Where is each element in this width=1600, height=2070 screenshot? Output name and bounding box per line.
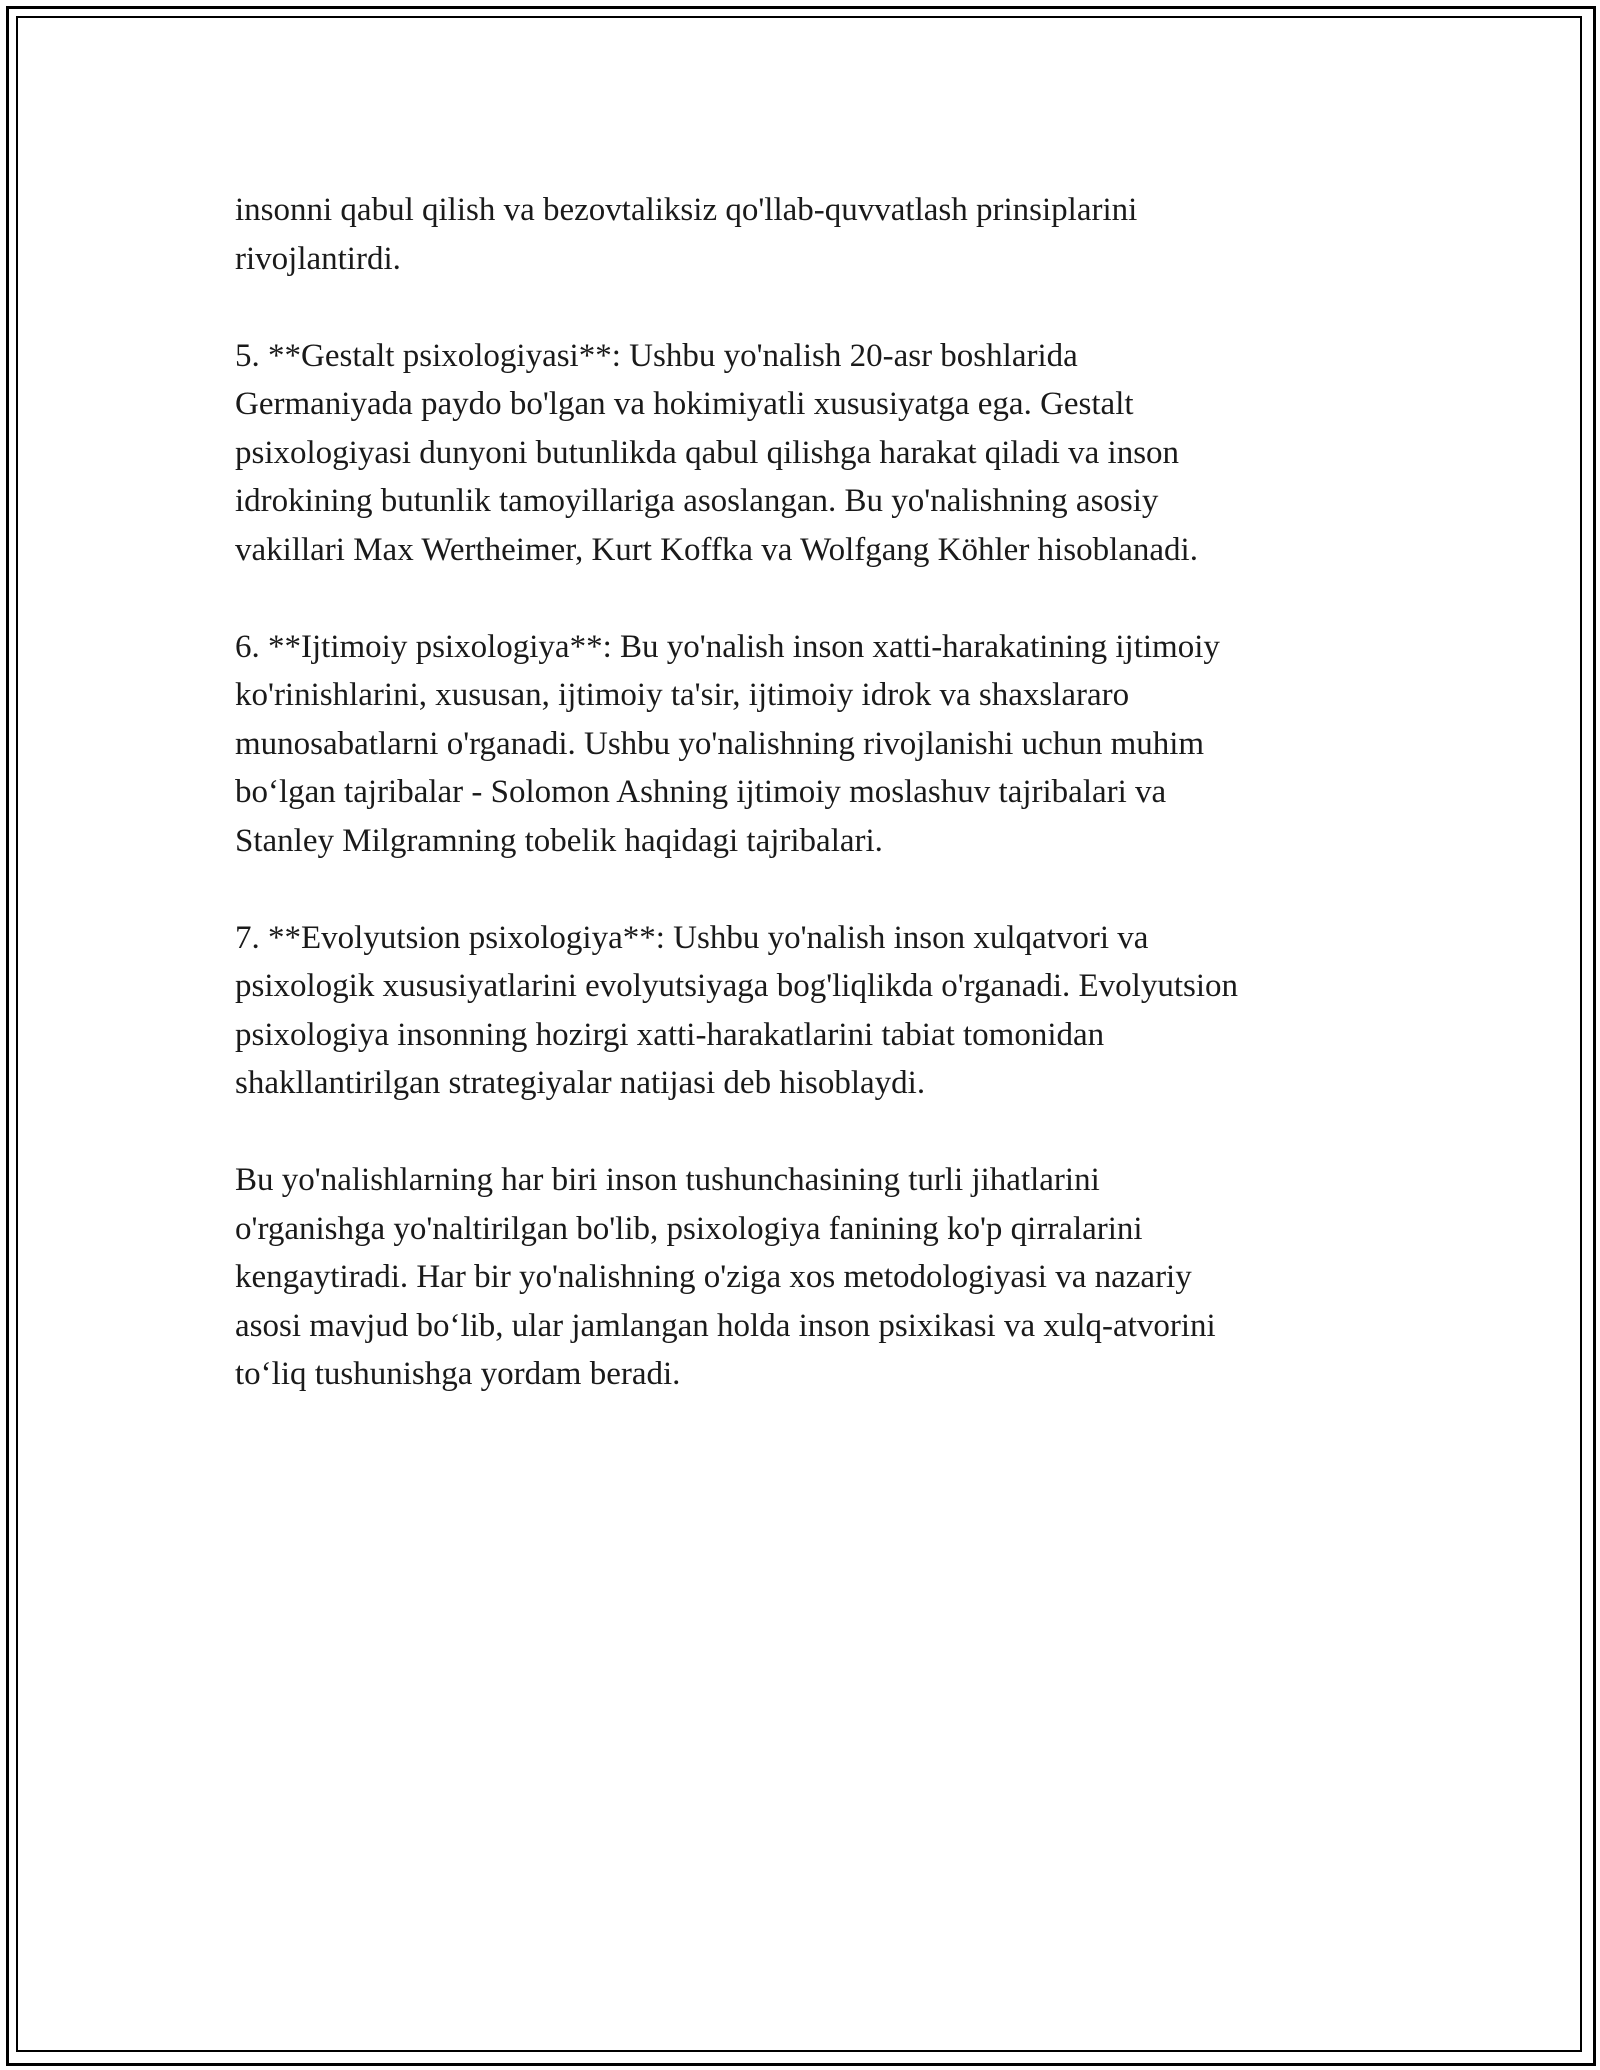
text-line: insonni qabul qilish va bezovtaliksiz qo'llab-quvvatlash prinsiplarini — [235, 192, 1138, 228]
text-line: munosabatlarni o'rganadi. Ushbu yo'nalishning rivojlanishi uchun muhim — [235, 725, 1205, 762]
text-line: kengaytiradi. Har bir yo'nalishning o'ziga xos metodologiyasi va nazariy — [235, 1259, 1192, 1295]
text-line: 6. **Ijtimoiy psixologiya**: Bu yo'nalish inson xatti-harakatining ijtimoiy — [235, 628, 1220, 665]
paragraph-social-psychology — [235, 623, 1375, 866]
text-line: o'rganishga yo'naltirilgan bo'lib, psixologiya fanining ko'p qirralarini — [235, 1210, 1143, 1247]
text-line: asosi mavjud bo‘lib, ular jamlangan holda inson psixikasi va xulq-atvorini — [235, 1307, 1216, 1344]
text-line: to‘liq tushunishga yordam beradi. — [235, 1356, 681, 1392]
text-line: ko'rinishlarini, xususan, ijtimoiy ta'sir, ijtimoiy idrok va shaxslararo — [235, 677, 1130, 713]
paragraph-evolutionary-psychology — [235, 914, 1375, 1108]
paragraph-conclusion — [235, 1156, 1375, 1399]
text-line: psixologiya insonning hozirgi xatti-harakatlarini tabiat tomonidan — [235, 1016, 1105, 1053]
text-line: 7. **Evolyutsion psixologiya**: Ushbu yo'nalish inson xulqatvori va — [235, 919, 1149, 956]
text-line: shakllantirilgan strategiyalar natijasi deb hisoblaydi. — [235, 1065, 926, 1101]
document-body — [235, 186, 1375, 1447]
text-line: psixologiyasi dunyoni butunlikda qabul qilishga harakat qiladi va inson — [235, 434, 1180, 471]
text-line: 5. **Gestalt psixologiyasi**: Ushbu yo'nalish 20-asr boshlarida — [235, 337, 1078, 374]
text-line: psixologik xususiyatlarini evolyutsiyaga bog'liqlikda o'rganadi. Evolyutsion — [235, 968, 1239, 1004]
text-line: vakillari Max Wertheimer, Kurt Koffka va Wolfgang Köhler hisoblanadi. — [235, 531, 1198, 568]
text-line: bo‘lgan tajribalar - Solomon Ashning ijtimoiy moslashuv tajribalari va — [235, 774, 1167, 810]
text-line: Bu yo'nalishlarning har biri inson tushunchasining turli jihatlarini — [235, 1162, 1100, 1198]
text-line: idrokining butunlik tamoyillariga asoslangan. Bu yo'nalishning asosiy — [235, 483, 1159, 519]
text-line: Stanley Milgramning tobelik haqidagi tajribalari. — [235, 822, 883, 859]
text-line: Germaniyada paydo bo'lgan va hokimiyatli xususiyatga ega. Gestalt — [235, 386, 1134, 422]
text-line: rivojlantirdi. — [235, 240, 401, 277]
paragraph-intro-continuation — [235, 186, 1375, 283]
paragraph-gestalt-psychology — [235, 332, 1375, 575]
